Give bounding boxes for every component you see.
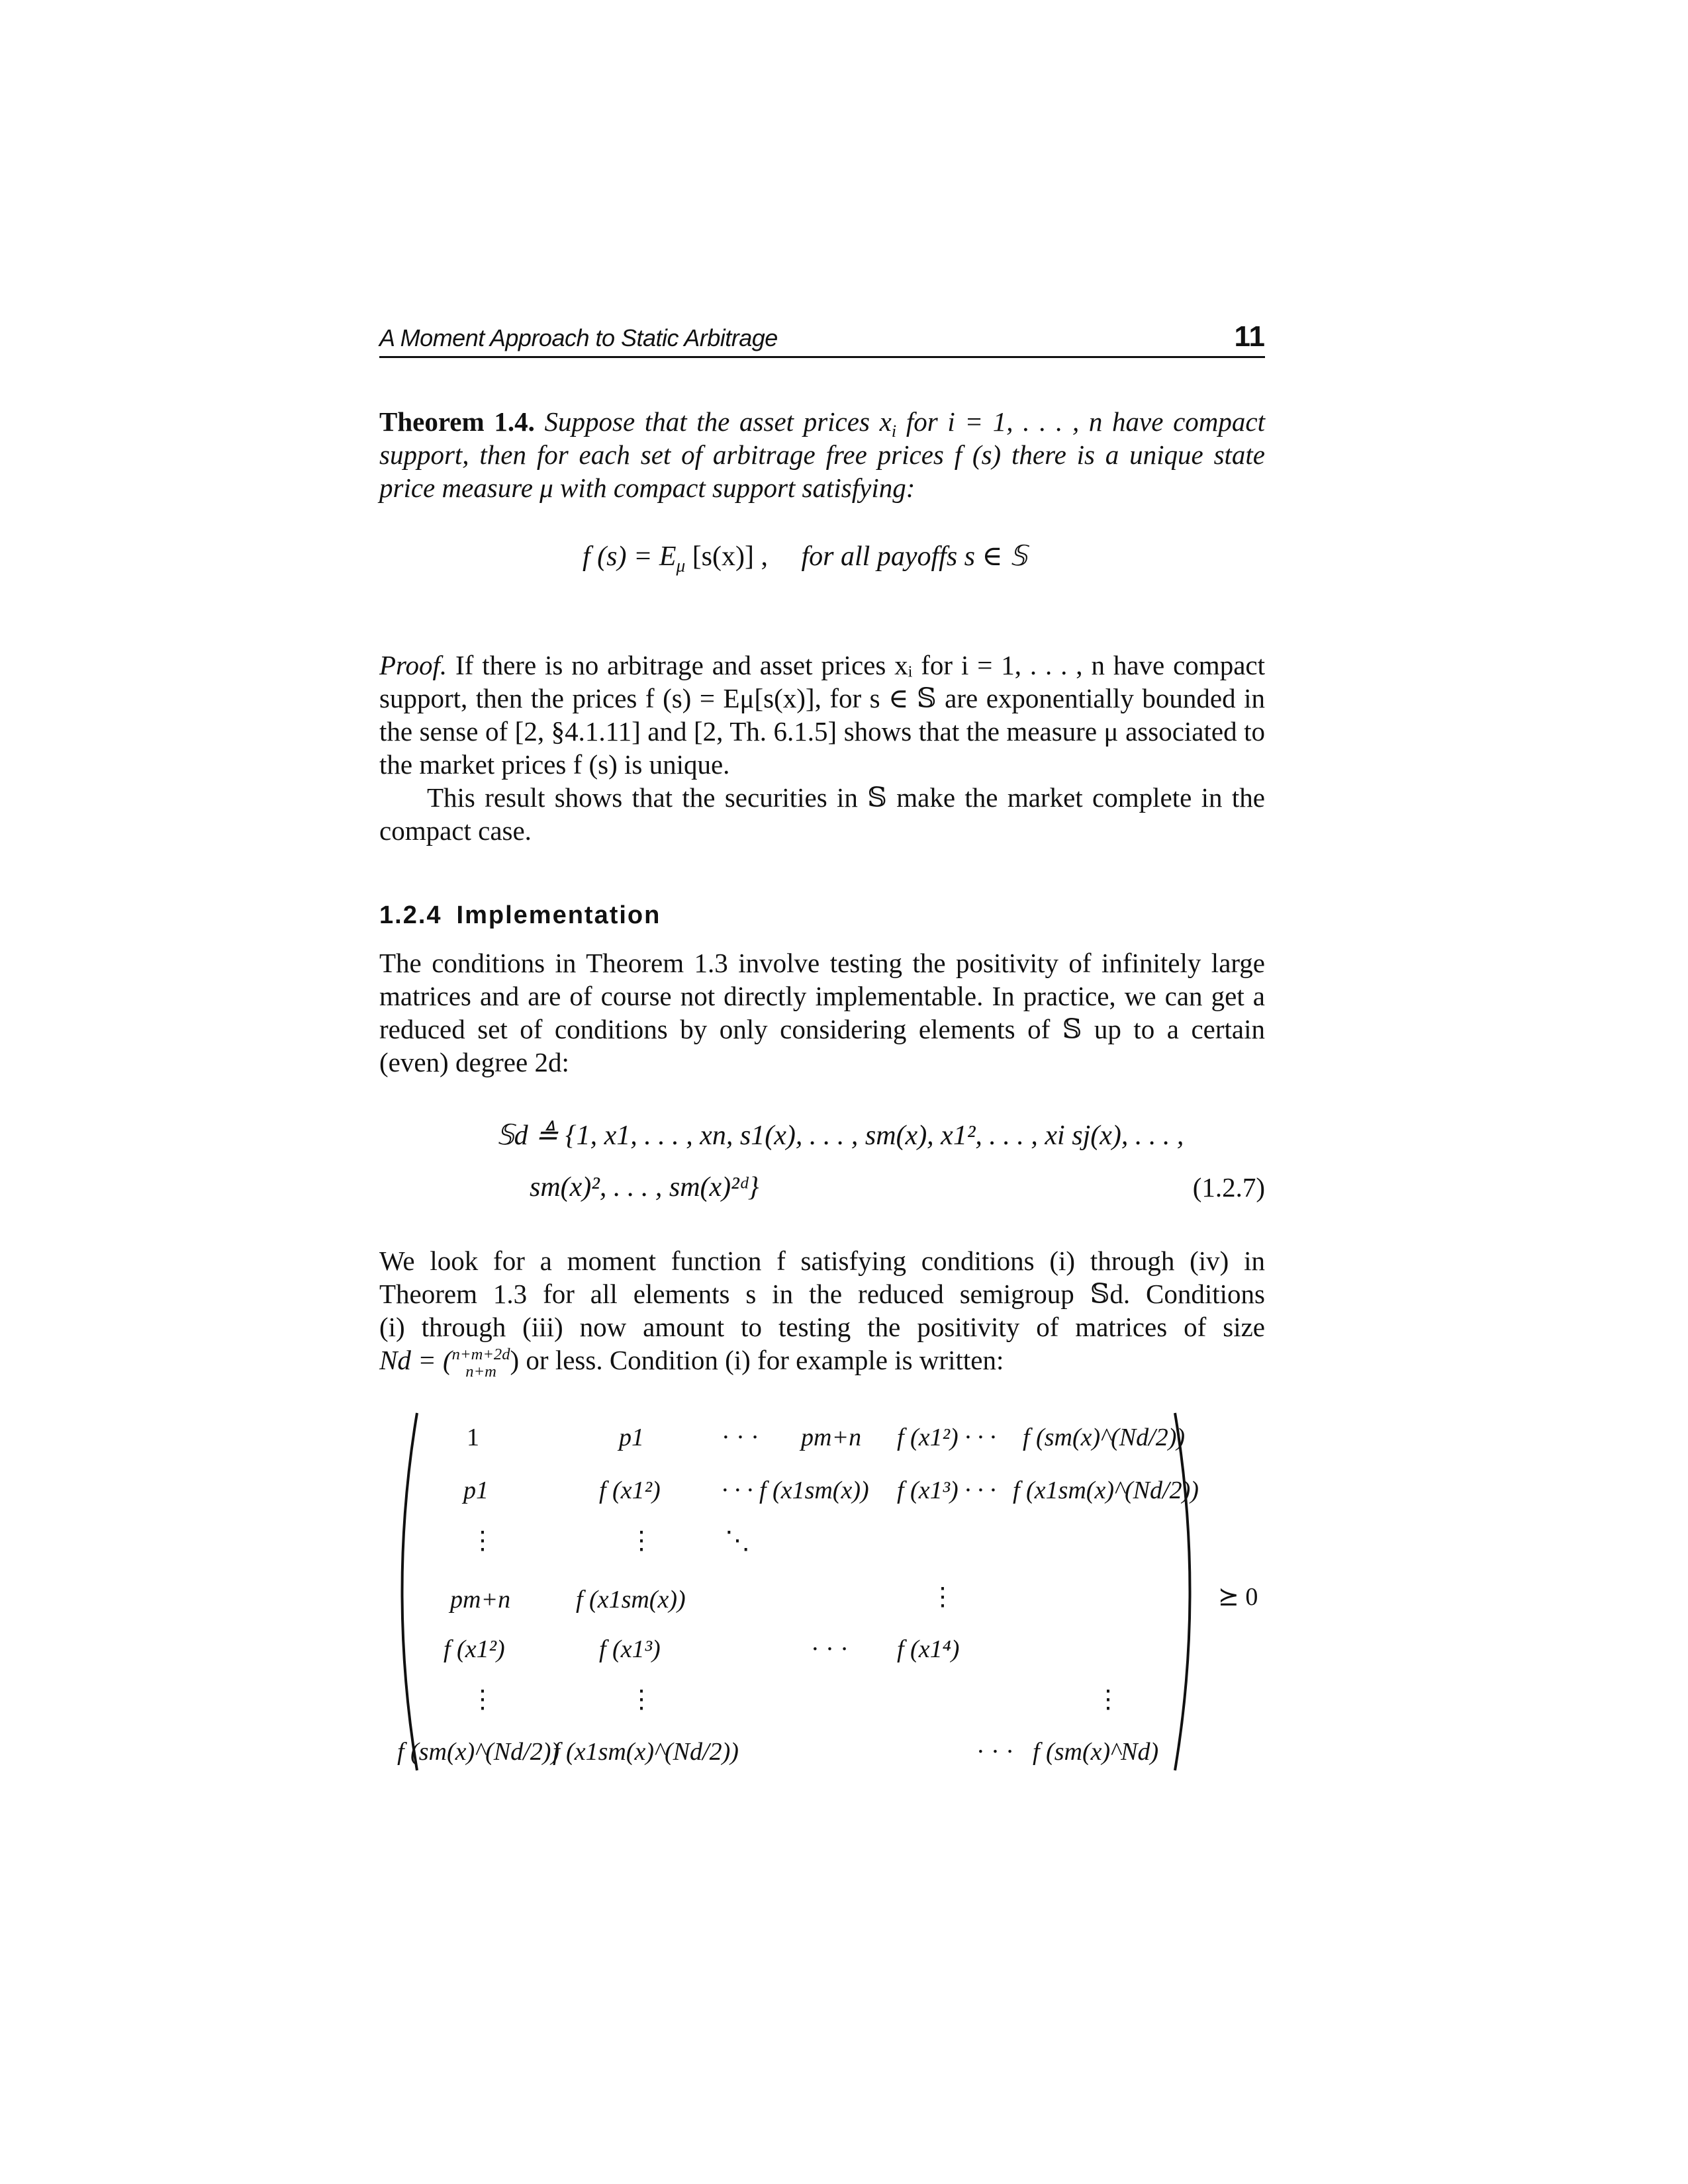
proof-label: Proof.: [379, 650, 447, 680]
proof-followup: This result shows that the securities in 𝕊 make the market complete in the compact case.: [379, 782, 1265, 846]
matrix-cell: · · ·: [722, 1424, 759, 1451]
matrix-cell: 1: [467, 1424, 479, 1451]
matrix-cell: ⋮: [629, 1527, 654, 1555]
matrix-cell: ⋮: [470, 1527, 495, 1555]
matrix-cell: ⋮: [1096, 1686, 1121, 1713]
matrix-cell: f (x1³): [599, 1635, 661, 1663]
matrix-cell: f (x1³) · · ·: [897, 1477, 996, 1504]
matrix-relation: ⪰ 0: [1218, 1583, 1258, 1611]
theorem-1-4: Theorem 1.4. Suppose that the asset prices $x_i$ for i = 1, . . . , n have compact support, then for each set of arbitrage free prices f (s) there is a unique state price measure μ with compact support satisfying:: [379, 406, 1266, 503]
theorem-line-1b: for i = 1, . . . , n have compact: [906, 406, 1266, 437]
equation-1-2-7-line-2: sm(x)², . . . , sm(x)²ᵈ}: [530, 1172, 759, 1203]
theorem-equation: f $(s) = E_\mu$ [s(x)] , for all payoffs s ∈ 𝕊: [583, 541, 1027, 576]
matrix-cell: f (sm(x)^(Nd/2)): [397, 1738, 560, 1766]
matrix-cell: ⋱: [725, 1527, 750, 1555]
theorem-label: Theorem 1.4.: [379, 406, 535, 437]
matrix-cell: · · ·: [976, 1738, 1014, 1766]
equation-number: (1.2.7): [1192, 1172, 1265, 1203]
theorem-line-3: price measure μ with compact support satisfying:: [379, 473, 915, 503]
left-parenthesis: [384, 1410, 424, 1774]
matrix-cell: f (x1sm(x)^(Nd/2)): [553, 1738, 739, 1766]
matrix-cell: pm+n: [801, 1424, 862, 1451]
matrix-cell: f (sm(x)^Nd): [1033, 1738, 1159, 1766]
section-heading: [379, 901, 661, 930]
proof: [379, 649, 1265, 847]
running-title: A Moment Approach to Static Arbitrage: [379, 324, 778, 351]
matrix-cell: · · ·: [811, 1635, 849, 1663]
implementation-paragraph-2-last: Nd = ( n+m+2d n+m ) or less. Condition (i) for example is written:: [379, 1345, 1004, 1381]
matrix-cell: pm+n: [450, 1586, 511, 1614]
section-title: Implementation: [456, 901, 661, 929]
right-parenthesis: [1168, 1410, 1208, 1774]
matrix-cell: f (x1²): [444, 1635, 505, 1663]
equation-1-2-7-line-1: 𝕊d ≜ {1, x1, . . . , xn, s1(x), . . . , sm(x), x1², . . . , xi sj(x), . . . ,: [496, 1120, 1184, 1151]
matrix-cell: f (x1sm(x)): [576, 1586, 686, 1614]
implementation-paragraph-2: We look for a moment function f satisfying conditions (i) through (iv) in Theorem 1.3 for all elements s in the reduced semigroup 𝕊d. Conditions (i) through (iii) now amount to testing the positivity of matrices of size: [379, 1246, 1265, 1342]
implementation-paragraph-1: The conditions in Theorem 1.3 involve testing the positivity of infinitely large matrices and are of course not directly implementable. In practice, we can get a reduced set of conditions by only considering elements of 𝕊 up to a certain (even) degree 2d:: [379, 948, 1265, 1077]
matrix-cell: · · · f (x1sm(x)): [722, 1477, 869, 1504]
equation-tail: for all payoffs s ∈ 𝕊: [801, 541, 1027, 572]
matrix-cell: f (sm(x)^(Nd/2)): [1023, 1424, 1186, 1451]
running-header: [379, 316, 1265, 358]
matrix-cell: ⋮: [930, 1583, 955, 1611]
theorem-line-1a: Suppose that the asset prices x: [544, 406, 892, 437]
matrix-cell: f (x1⁴): [897, 1635, 960, 1663]
matrix-cell: p1: [463, 1477, 489, 1504]
matrix-cell: f (x1²): [599, 1477, 661, 1504]
matrix-cell: f (x1²) · · ·: [897, 1424, 996, 1451]
nd-label: Nd = (: [379, 1345, 452, 1375]
matrix-cell: p1: [619, 1424, 644, 1451]
matrix-cell: f (x1sm(x)^(Nd/2)): [1013, 1477, 1199, 1504]
section-number: 1.2.4: [379, 901, 442, 929]
matrix-cell: ⋮: [629, 1686, 654, 1713]
matrix-cell: ⋮: [470, 1686, 495, 1713]
page-number: 11: [1234, 320, 1265, 353]
theorem-line-2: support, then for each set of arbitrage free prices f (s) there is a unique state: [379, 439, 1265, 470]
proof-text: If there is no arbitrage and asset prices xᵢ for i = 1, . . . , n have compact support, then the prices f (s) = Eμ[s(x)], for s ∈ 𝕊 are exponentially bounded in the sense of [2, §4.1.11] and [2, Th. 6.1.5] shows that the measure μ associated to the market prices f (s) is unique.: [379, 650, 1265, 780]
